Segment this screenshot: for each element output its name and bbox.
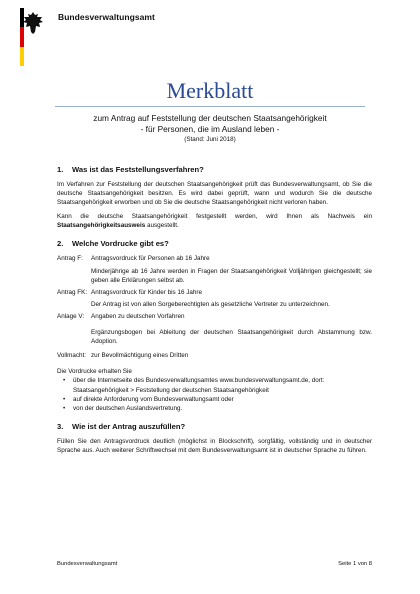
forms-intro: Die Vordrucke erhalten Sie — [57, 368, 132, 376]
section1-heading: 1. Was ist das Feststellungsverfahren? — [57, 165, 204, 174]
form-title: Antragsvordruck für Kinder bis 16 Jahre — [91, 288, 202, 296]
form-label: Antrag FK: — [57, 288, 88, 296]
subtitle-line2: - für Personen, die im Ausland leben - — [140, 124, 280, 134]
federal-eagle-logo — [10, 8, 50, 66]
form-row-anlage-v — [57, 312, 372, 346]
form-desc: Der Antrag ist von allen Sorgeberechtigten als gesetzliche Vertreter zu unterzeichnen. — [91, 300, 330, 308]
eagle-icon — [22, 11, 44, 35]
form-desc: Minderjährige ab 16 Jahre werden in Fragen der Staatsangehörigkeit Volljährigen gleichgestellt; sie geben alle Erklärungen selbst ab. — [91, 267, 372, 284]
section1-para1: Im Verfahren zur Feststellung der deutschen Staatsangehörigkeit prüft das Bundesverwaltungsamt, ob Sie die deutsche Staatsangehörigkeit besitzen. Es wird dabei geprüft, wann und wodurch Sie die deutsche Staatsangehörigkeit erworben und ob Sie die deutsche Staatsangehörigkeit nicht verloren haben. — [57, 181, 372, 207]
form-title: Antragsvordruck für Personen ab 16 Jahre — [91, 255, 210, 263]
form-label: Anlage V: — [57, 312, 85, 320]
form-row-antrag-f — [57, 254, 372, 284]
section2-heading: 2. Welche Vordrucke gibt es? — [57, 239, 169, 249]
page-footer — [57, 561, 372, 567]
section3-para1: Füllen Sie den Antragsvordruck deutlich (möglichst in Blockschrift), sorgfältig, vollständig und in deutscher Sprache aus. Auch weiterer Schriftwechsel mit dem Bundesverwaltungsamt ist in deutscher Sprache zu führen. — [57, 437, 372, 454]
page-title: Merkblatt — [166, 78, 254, 103]
forms-source-list — [57, 376, 372, 412]
agency-name: Bundesverwaltungsamt — [58, 12, 155, 22]
form-label: Antrag F: — [57, 255, 83, 263]
form-row-vollmacht — [57, 351, 372, 360]
footer-agency: Bundesverwaltungsamt — [57, 561, 118, 567]
list-item: • von der deutschen Auslandsvertretung. — [73, 404, 372, 413]
form-title: zur Bevollmächtigung eines Dritten — [91, 352, 189, 360]
section1-para2: Kann die deutsche Staatsangehörigkeit festgestellt werden, wird Ihnen als Nachweis ein Staatsangehörigkeitsausweis ausgestellt. — [57, 213, 372, 230]
stand-date: (Stand: Juni 2018) — [184, 136, 236, 143]
form-title: Angaben zu deutschen Vorfahren — [91, 312, 185, 320]
list-item: • über die Internetseite des Bundesverwaltungsamtes www.bundesverwaltungsamt.de, dort: Staatsangehörigkeit > Feststellung der deutschen Staatsangehörigkeit — [73, 376, 372, 394]
document-body — [57, 165, 372, 455]
form-label: Vollmacht: — [57, 352, 87, 360]
form-desc: Ergänzungsbogen bei Ableitung der deutschen Staatsangehörigkeit durch Abstammung bzw. Adoption. — [91, 329, 372, 346]
form-row-antrag-fk — [57, 288, 372, 309]
page-number: Seite 1 von 8 — [338, 561, 372, 567]
title-divider — [55, 106, 365, 107]
list-item: • auf direkte Anforderung vom Bundesverwaltungsamt oder — [73, 395, 372, 404]
subtitle-line1: zum Antrag auf Feststellung der deutschen Staatsangehörigkeit — [93, 113, 327, 123]
section3-heading: 3. Wie ist der Antrag auszufüllen? — [57, 421, 186, 431]
